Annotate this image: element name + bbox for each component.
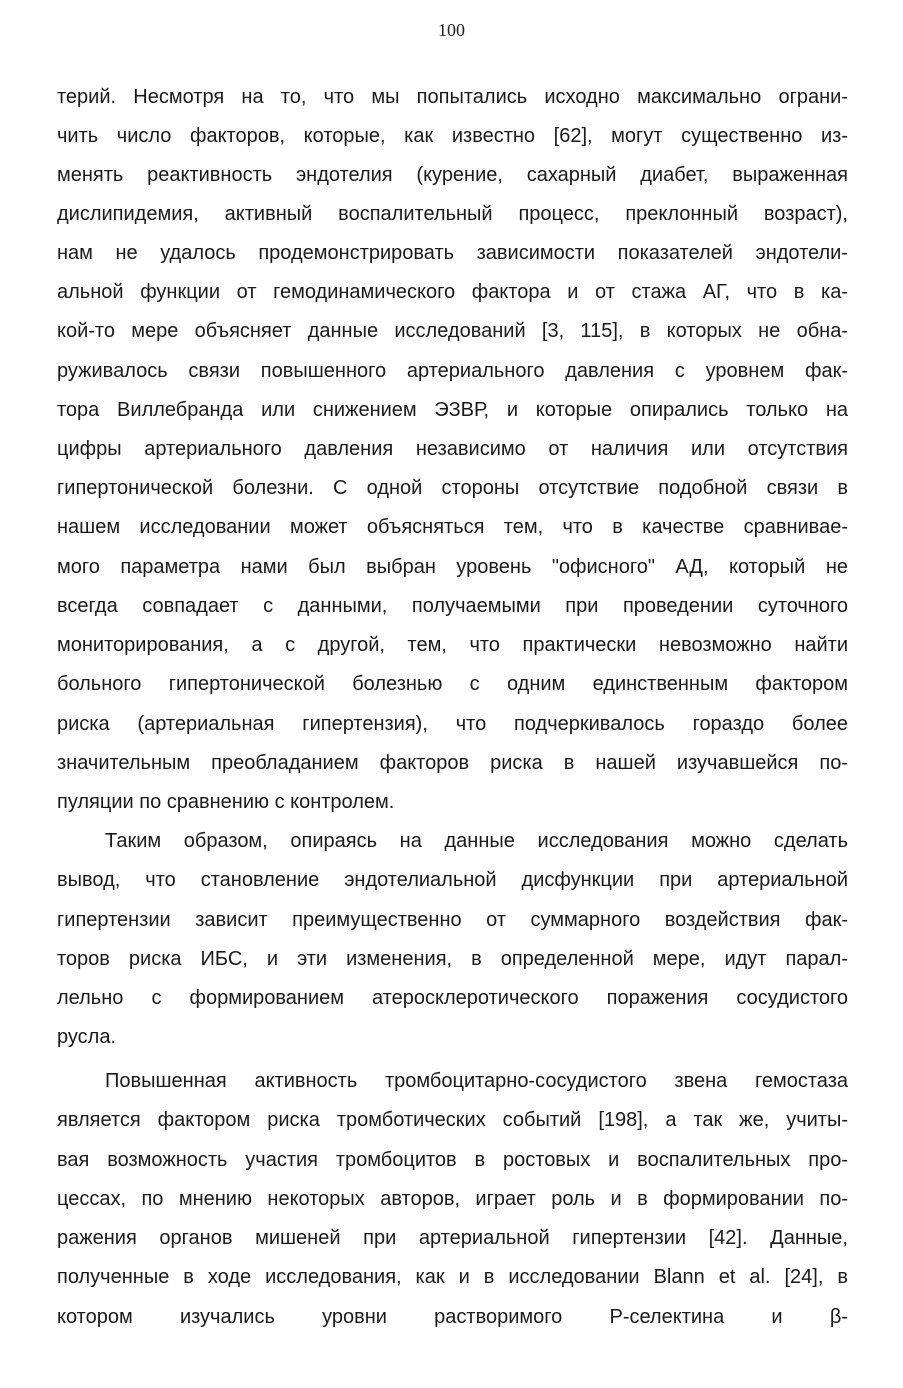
text-line: Повышенная активность тромбоцитарно-сосудистого звена гемостаза (105, 1070, 848, 1092)
text-line: ражения органов мишеней при артериальной гипертензии [42]. Данные, (57, 1227, 848, 1249)
text-line: нам не удалось продемонстрировать зависимости показателей эндотели- (57, 242, 848, 264)
text-line: больного гипертонической болезнью с одним единственным фактором (57, 673, 848, 695)
page-number: 100 (438, 20, 465, 40)
text-line: цессах, по мнению некоторых авторов, играет роль и в формировании по- (57, 1188, 848, 1210)
text-line: полученные в ходе исследования, как и в исследовании Blann et al. [24], в (57, 1266, 848, 1288)
text-line: пуляции по сравнению с контролем. (57, 791, 395, 813)
text-line: терий. Несмотря на то, что мы попытались исходно максимально ограни- (57, 86, 848, 108)
text-line: мониторирования, а с другой, тем, что практически невозможно найти (57, 634, 848, 656)
text-line: дислипидемия, активный воспалительный процесс, преклонный возраст), (57, 203, 848, 225)
text-line: Таким образом, опираясь на данные исследования можно сделать (105, 830, 848, 852)
text-line: значительным преобладанием факторов риска в нашей изучавшейся по- (57, 752, 848, 774)
text-line: русла. (57, 1026, 117, 1048)
text-line: чить число факторов, которые, как известно [62], могут существенно из- (57, 125, 848, 147)
text-line: менять реактивность эндотелия (курение, сахарный диабет, выраженная (57, 164, 848, 186)
text-line: кой-то мере объясняет данные исследований [3, 115], в которых не обна- (57, 320, 848, 342)
text-line: нашем исследовании может объясняться тем, что в качестве сравнивае- (57, 516, 848, 538)
text-line: лельно с формированием атеросклеротического поражения сосудистого (57, 987, 848, 1009)
text-line: котором изучались уровни растворимого Р-селектина и β- (57, 1306, 848, 1328)
text-line: вывод, что становление эндотелиальной дисфункции при артериальной (57, 869, 848, 891)
text-line: альной функции от гемодинамического фактора и от стажа АГ, что в ка- (57, 281, 848, 303)
text-line: вая возможность участия тромбоцитов в ростовых и воспалительных про- (57, 1149, 848, 1171)
text-line: является фактором риска тромботических событий [198], а так же, учиты- (57, 1109, 848, 1131)
text-line: всегда совпадает с данными, получаемыми при проведении суточного (57, 595, 848, 617)
text-line: риска (артериальная гипертензия), что подчеркивалось гораздо более (57, 713, 848, 735)
text-line: цифры артериального давления независимо от наличия или отсутствия (57, 438, 848, 460)
text-line: торов риска ИБС, и эти изменения, в определенной мере, идут парал- (57, 948, 848, 970)
text-line: руживалось связи повышенного артериального давления с уровнем фак- (57, 360, 848, 382)
text-line: тора Виллебранда или снижением ЭЗВР, и которые опирались только на (57, 399, 848, 421)
text-line: гипертензии зависит преимущественно от суммарного воздействия фак- (57, 909, 848, 931)
text-line: мого параметра нами был выбран уровень "офисного" АД, который не (57, 556, 848, 578)
text-line: гипертонической болезни. С одной стороны отсутствие подобной связи в (57, 477, 848, 499)
